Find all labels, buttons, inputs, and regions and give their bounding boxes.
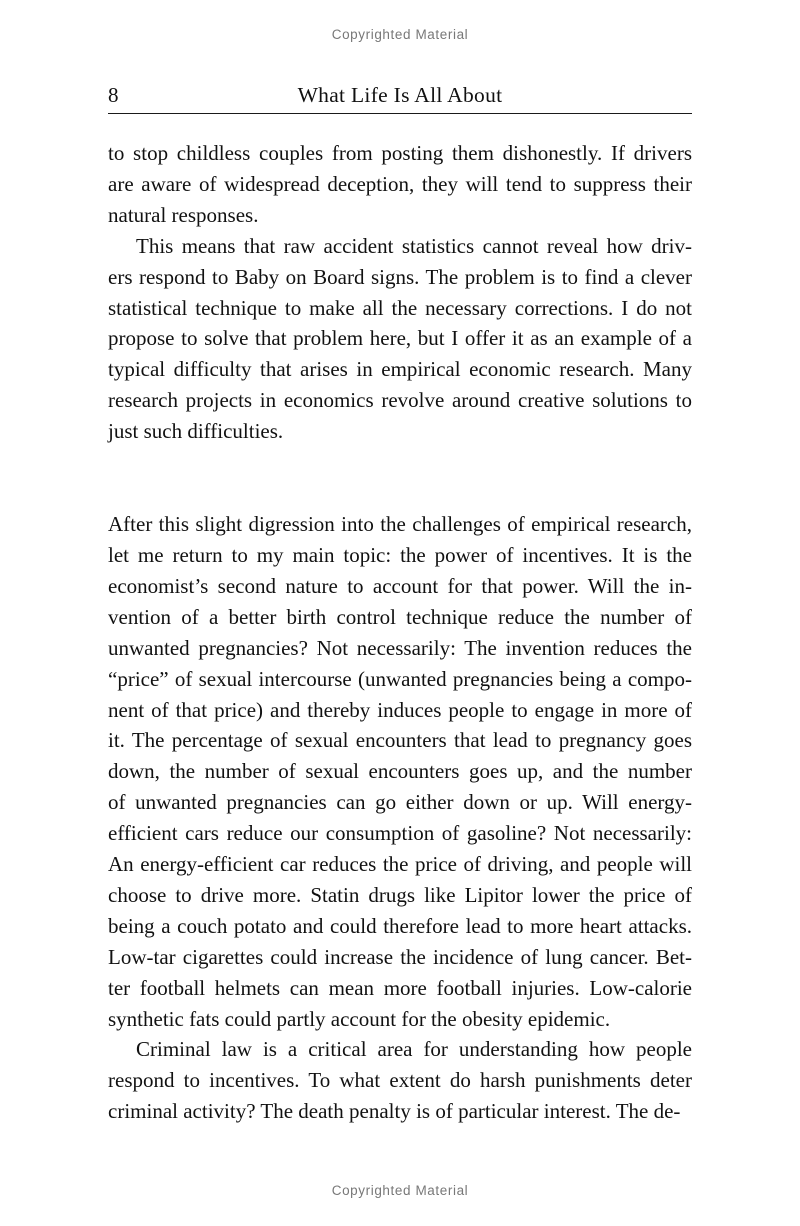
running-head [108,80,692,110]
text-line: synthetic fats could partly account for the obesity epidemic. [108,1006,611,1031]
text-line: An energy-efficient car reduces the price of driving, and people will [108,852,692,877]
text-line: criminal activity? The death penalty is of particular interest. The de- [108,1099,681,1124]
text-line: just such difficulties. [108,419,284,444]
section-break [108,447,692,509]
text-line: efficient cars reduce our consumption of gasoline? Not necessarily: [108,821,692,846]
text-line: economist’s second nature to account for that power. Will the in- [108,573,692,598]
text-line: vention of a better birth control technique reduce the number of [108,604,692,629]
paragraph [108,509,692,1034]
copyright-watermark-top: Copyrighted Material [331,27,469,42]
text-line: ter football helmets can mean more football injuries. Low-calorie [108,975,692,1000]
text-line: “price” of sexual intercourse (unwanted pregnancies being a compo- [108,666,692,691]
text-line: research projects in economics revolve around creative solutions to [108,388,692,413]
paragraph [108,138,692,231]
text-line: of unwanted pregnancies can go either down or up. Will energy- [108,790,692,815]
paragraph [108,1034,692,1127]
text-line: are aware of widespread deception, they will tend to suppress their [108,171,692,196]
text-line: down, the number of sexual encounters goes up, and the number [108,759,692,784]
text-line: statistical technique to make all the necessary corrections. I do not [108,295,692,320]
text-line: being a couch potato and could therefore lead to more heart attacks. [108,913,692,938]
text-line: natural responses. [108,202,259,227]
text-line: This means that raw accident statistics cannot reveal how driv- [136,233,692,258]
text-line: unwanted pregnancies? Not necessarily: The invention reduces the [108,635,692,660]
text-line: propose to solve that problem here, but I offer it as an example of a [108,326,692,351]
page-number: 8 [108,83,119,107]
text-line: ers respond to Baby on Board signs. The problem is to find a clever [108,264,692,289]
copyright-watermark-bottom: Copyrighted Material [331,1183,469,1198]
header-rule [108,113,692,114]
text-line: choose to drive more. Statin drugs like Lipitor lower the price of [108,882,692,907]
text-line: typical difficulty that arises in empirical economic research. Many [108,357,692,382]
paragraph [108,231,692,447]
text-line: Criminal law is a critical area for understanding how people [136,1037,692,1062]
text-line: to stop childless couples from posting them dishonestly. If drivers [108,141,692,165]
text-line: nent of that price) and thereby induces people to engage in more of [108,697,692,722]
text-line: it. The percentage of sexual encounters that lead to pregnancy goes [108,728,692,753]
text-line: Low-tar cigarettes could increase the incidence of lung cancer. Bet- [108,944,692,969]
running-title: What Life Is All About [297,83,503,107]
text-line: let me return to my main topic: the power of incentives. It is the [108,542,692,567]
text-line: After this slight digression into the challenges of empirical research, [108,512,692,537]
text-line: respond to incentives. To what extent do harsh punishments deter [108,1068,692,1093]
text-column [108,138,692,1127]
